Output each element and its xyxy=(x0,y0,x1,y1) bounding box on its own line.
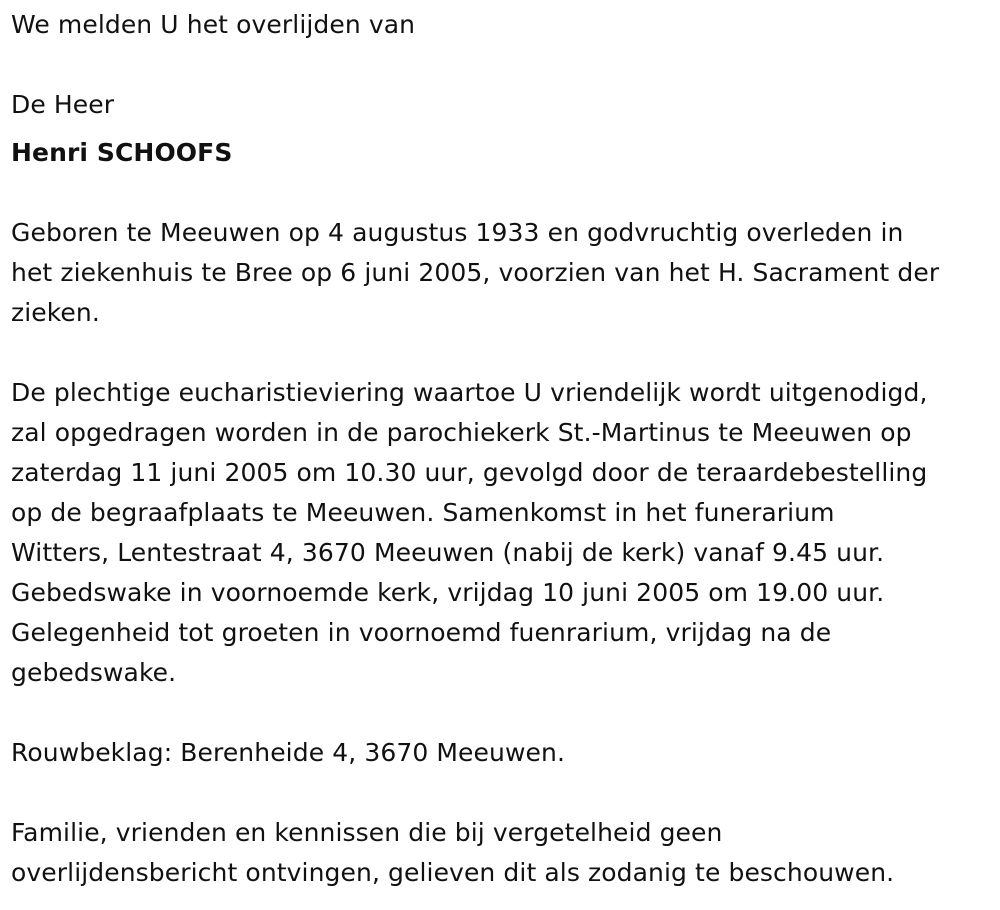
spacer xyxy=(11,333,991,373)
spacer xyxy=(11,773,991,813)
ceremony-paragraph xyxy=(11,373,991,693)
paragraph-line: overlijdensbericht ontvingen, gelieven dit als zodanig te beschouwen. xyxy=(11,858,895,887)
spacer xyxy=(11,173,991,213)
paragraph-line: zieken. xyxy=(11,298,100,327)
paragraph-line: De plechtige eucharistieviering waartoe U vriendelijk wordt uitgenodigd, xyxy=(11,378,928,407)
spacer xyxy=(11,693,991,733)
paragraph-line: Gebedswake in voornoemde kerk, vrijdag 10 juni 2005 om 19.00 uur. xyxy=(11,578,885,607)
closing-paragraph xyxy=(11,813,991,893)
paragraph-line: zal opgedragen worden in de parochiekerk St.-Martinus te Meeuwen op xyxy=(11,418,912,447)
birth-paragraph xyxy=(11,213,991,333)
paragraph-line: Witters, Lentestraat 4, 3670 Meeuwen (nabij de kerk) vanaf 9.45 uur. xyxy=(11,538,885,567)
paragraph-line: Gelegenheid tot groeten in voornoemd fuenrarium, vrijdag na de xyxy=(11,618,832,647)
paragraph-line: gebedswake. xyxy=(11,658,177,687)
paragraph-line: het ziekenhuis te Bree op 6 juni 2005, voorzien van het H. Sacrament der xyxy=(11,258,940,287)
paragraph-line: zaterdag 11 juni 2005 om 10.30 uur, gevolgd door de teraardebestelling xyxy=(11,458,928,487)
honorific: De Heer xyxy=(11,90,115,119)
paragraph-line: op de begraafplaats te Meeuwen. Samenkomst in het funerarium xyxy=(11,498,835,527)
paragraph-line: Familie, vrienden en kennissen die bij vergetelheid geen xyxy=(11,818,723,847)
spacer xyxy=(11,45,991,85)
spacer xyxy=(11,125,991,133)
paragraph-line: Geboren te Meeuwen op 4 augustus 1933 en godvruchtig overleden in xyxy=(11,218,904,247)
deceased-name: Henri SCHOOFS xyxy=(11,138,233,167)
condolence-address: Rouwbeklag: Berenheide 4, 3670 Meeuwen. xyxy=(11,738,565,767)
intro-text: We melden U het overlijden van xyxy=(11,10,416,39)
death-notice xyxy=(11,5,991,893)
